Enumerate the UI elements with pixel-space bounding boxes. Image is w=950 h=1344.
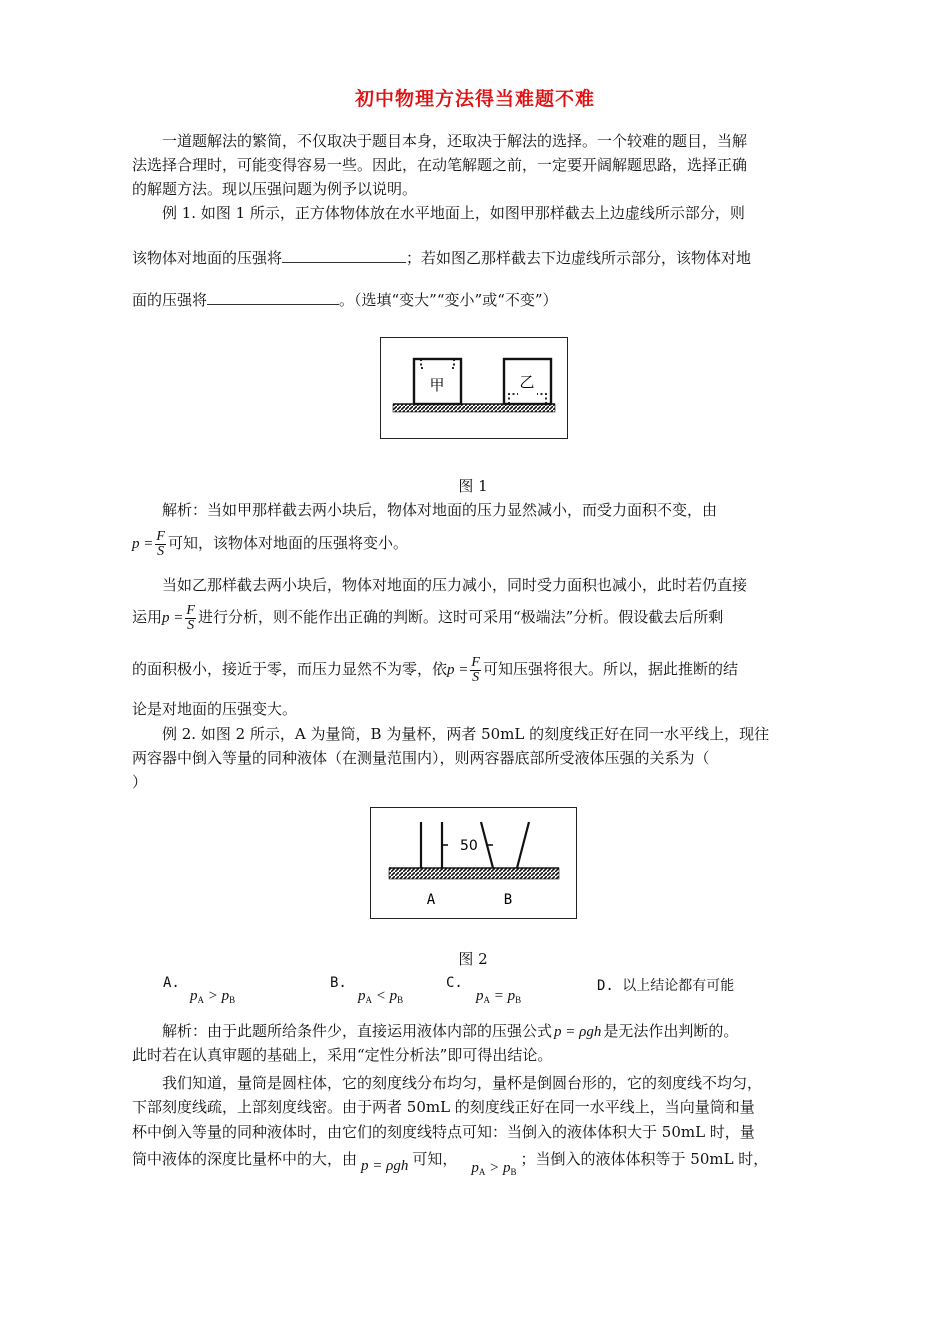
intro-line-1: 一道题解法的繁简，不仅取决于题目本身，还取决于解法的选择。一个较难的题目，当解 bbox=[162, 132, 748, 150]
label-jia: 甲 bbox=[429, 376, 445, 394]
figure-1-drawing bbox=[381, 338, 567, 438]
ana1-line-5 bbox=[132, 654, 738, 685]
ex1-line-3 bbox=[132, 290, 558, 310]
fraction-f-over-s-2: $\frac{F}{S}$ bbox=[186, 602, 195, 633]
formula-rho-g-h-2: p = ρgh bbox=[361, 1158, 409, 1174]
option-b-formula[interactable]: $p_A < p_B$ bbox=[358, 988, 404, 1005]
formula-pa-gt-pb: $p_A > p_B$ bbox=[471, 1160, 517, 1177]
label-a: A bbox=[426, 892, 436, 908]
formula-p-3: p = bbox=[447, 662, 469, 678]
ana2-line-4: 下部刻度线疏，上部刻度线密。由于两者 50mL 的刻度线正好在同一水平线上，当向量筒和量 bbox=[132, 1098, 755, 1116]
ground-hatch-2 bbox=[389, 868, 559, 879]
ana1-line-4a: 运用 bbox=[132, 608, 163, 626]
option-b-label[interactable]: B. bbox=[330, 975, 347, 991]
option-d[interactable]: D. 以上结论都有可能 bbox=[597, 978, 735, 994]
answer-blank-1[interactable] bbox=[282, 248, 406, 263]
formula-p-2: p = bbox=[162, 610, 184, 626]
ana1-line-5a: 的面积极小，接近于零，而压力显然不为零，依 bbox=[132, 660, 448, 678]
figure-1-caption: 图 1 bbox=[458, 477, 488, 495]
ex2-line-1: 例 2. 如图 2 所示，A 为量筒，B 为量杯，两者 50mL 的刻度线正好在同一水平线上，现往 bbox=[162, 725, 770, 743]
ex2-line-3: ） bbox=[132, 773, 148, 791]
ana1-line-1: 解析：当如甲那样截去两小块后，物体对地面的压力显然减小，而受力面积不变，由 bbox=[162, 501, 718, 519]
ex1-line-2a: 该物体对地面的压强将 bbox=[132, 249, 283, 267]
label-yi: 乙 bbox=[519, 373, 535, 391]
page-title: 初中物理方法得当难题不难 bbox=[354, 88, 595, 110]
option-a-label[interactable]: A. bbox=[163, 975, 180, 991]
fraction-f-over-s-1: $\frac{F}{S}$ bbox=[156, 528, 165, 559]
formula-rho-g-h-1: p = ρgh bbox=[554, 1024, 602, 1040]
ex2-line-2: 两容器中倒入等量的同种液体（在测量范围内），则两容器底部所受液体压强的关系为（ bbox=[132, 749, 710, 767]
intro-line-2: 法选择合理时，可能变得容易一些。因此，在动笔解题之前，一定要开阔解题思路，选择正确 bbox=[132, 156, 748, 174]
figure-2-drawing bbox=[371, 808, 576, 918]
ana1-line-4 bbox=[132, 602, 723, 633]
ana1-line-2 bbox=[132, 528, 408, 559]
option-c-label[interactable]: C. bbox=[446, 975, 463, 991]
option-c-formula[interactable]: $p_A = p_B$ bbox=[476, 988, 522, 1005]
ex1-line-2b: ；若如图乙那样截去下边虚线所示部分，该物体对地 bbox=[406, 249, 752, 267]
answer-blank-2[interactable] bbox=[207, 290, 339, 305]
ana2-line-1: 解析：由于此题所给条件少，直接运用液体内部的压强公式 p = ρgh 是无法作出判断的。 bbox=[162, 1022, 739, 1040]
ana2-line-2: 此时若在认真审题的基础上，采用“定性分析法”即可得出结论。 bbox=[132, 1046, 553, 1064]
fraction-f-over-s-3: $\frac{F}{S}$ bbox=[471, 654, 480, 685]
figure-2-caption: 图 2 bbox=[458, 950, 488, 968]
ex1-line-1: 例 1. 如图 1 所示，正方体物体放在水平地面上，如图甲那样截去上边虚线所示部分，则 bbox=[162, 204, 745, 222]
option-a-formula[interactable]: $p_A > p_B$ bbox=[190, 988, 236, 1005]
cup-b-right-wall bbox=[517, 822, 529, 868]
ana2-line-3: 我们知道，量筒是圆柱体，它的刻度线分布均匀，量杯是倒圆台形的，它的刻度线不均匀， bbox=[162, 1074, 763, 1092]
figure-2 bbox=[370, 807, 577, 919]
ana2-line-6: 筒中液体的深度比量杯中的大，由 p = ρgh 可知， $p_A > p_B$；当倒入的液体体积等于 50mL 时， bbox=[132, 1150, 769, 1177]
label-b: B bbox=[503, 892, 513, 908]
ex1-line-3b: 。（选填“变大”“变小”或“不变”） bbox=[339, 291, 558, 309]
intro-line-3: 的解题方法。现以压强问题为例予以说明。 bbox=[132, 180, 418, 198]
figure-1 bbox=[380, 337, 568, 439]
ana1-line-4b: 进行分析，则不能作出正确的判断。这时可采用“极端法”分析。假设截去后所剩 bbox=[197, 608, 724, 626]
ana2-line-5: 杯中倒入等量的同种液体时，由它们的刻度线特点可知：当倒入的液体体积大于 50mL 时，量 bbox=[132, 1123, 755, 1141]
ex1-line-3a: 面的压强将 bbox=[132, 291, 208, 309]
ground-hatch bbox=[393, 404, 555, 412]
ana1-line-6: 论是对地面的压强变大。 bbox=[132, 700, 298, 718]
ex1-line-2 bbox=[132, 248, 751, 268]
mark-50: 50 bbox=[460, 838, 478, 854]
ana1-line-3: 当如乙那样截去两小块后，物体对地面的压力减小，同时受力面积也减小，此时若仍直接 bbox=[162, 576, 748, 594]
ana1-line-2b: 可知，该物体对地面的压强将变小。 bbox=[167, 534, 408, 552]
ana1-line-5b: 可知压强将很大。所以，据此推断的结 bbox=[482, 660, 738, 678]
formula-p-1: p = bbox=[132, 536, 154, 552]
